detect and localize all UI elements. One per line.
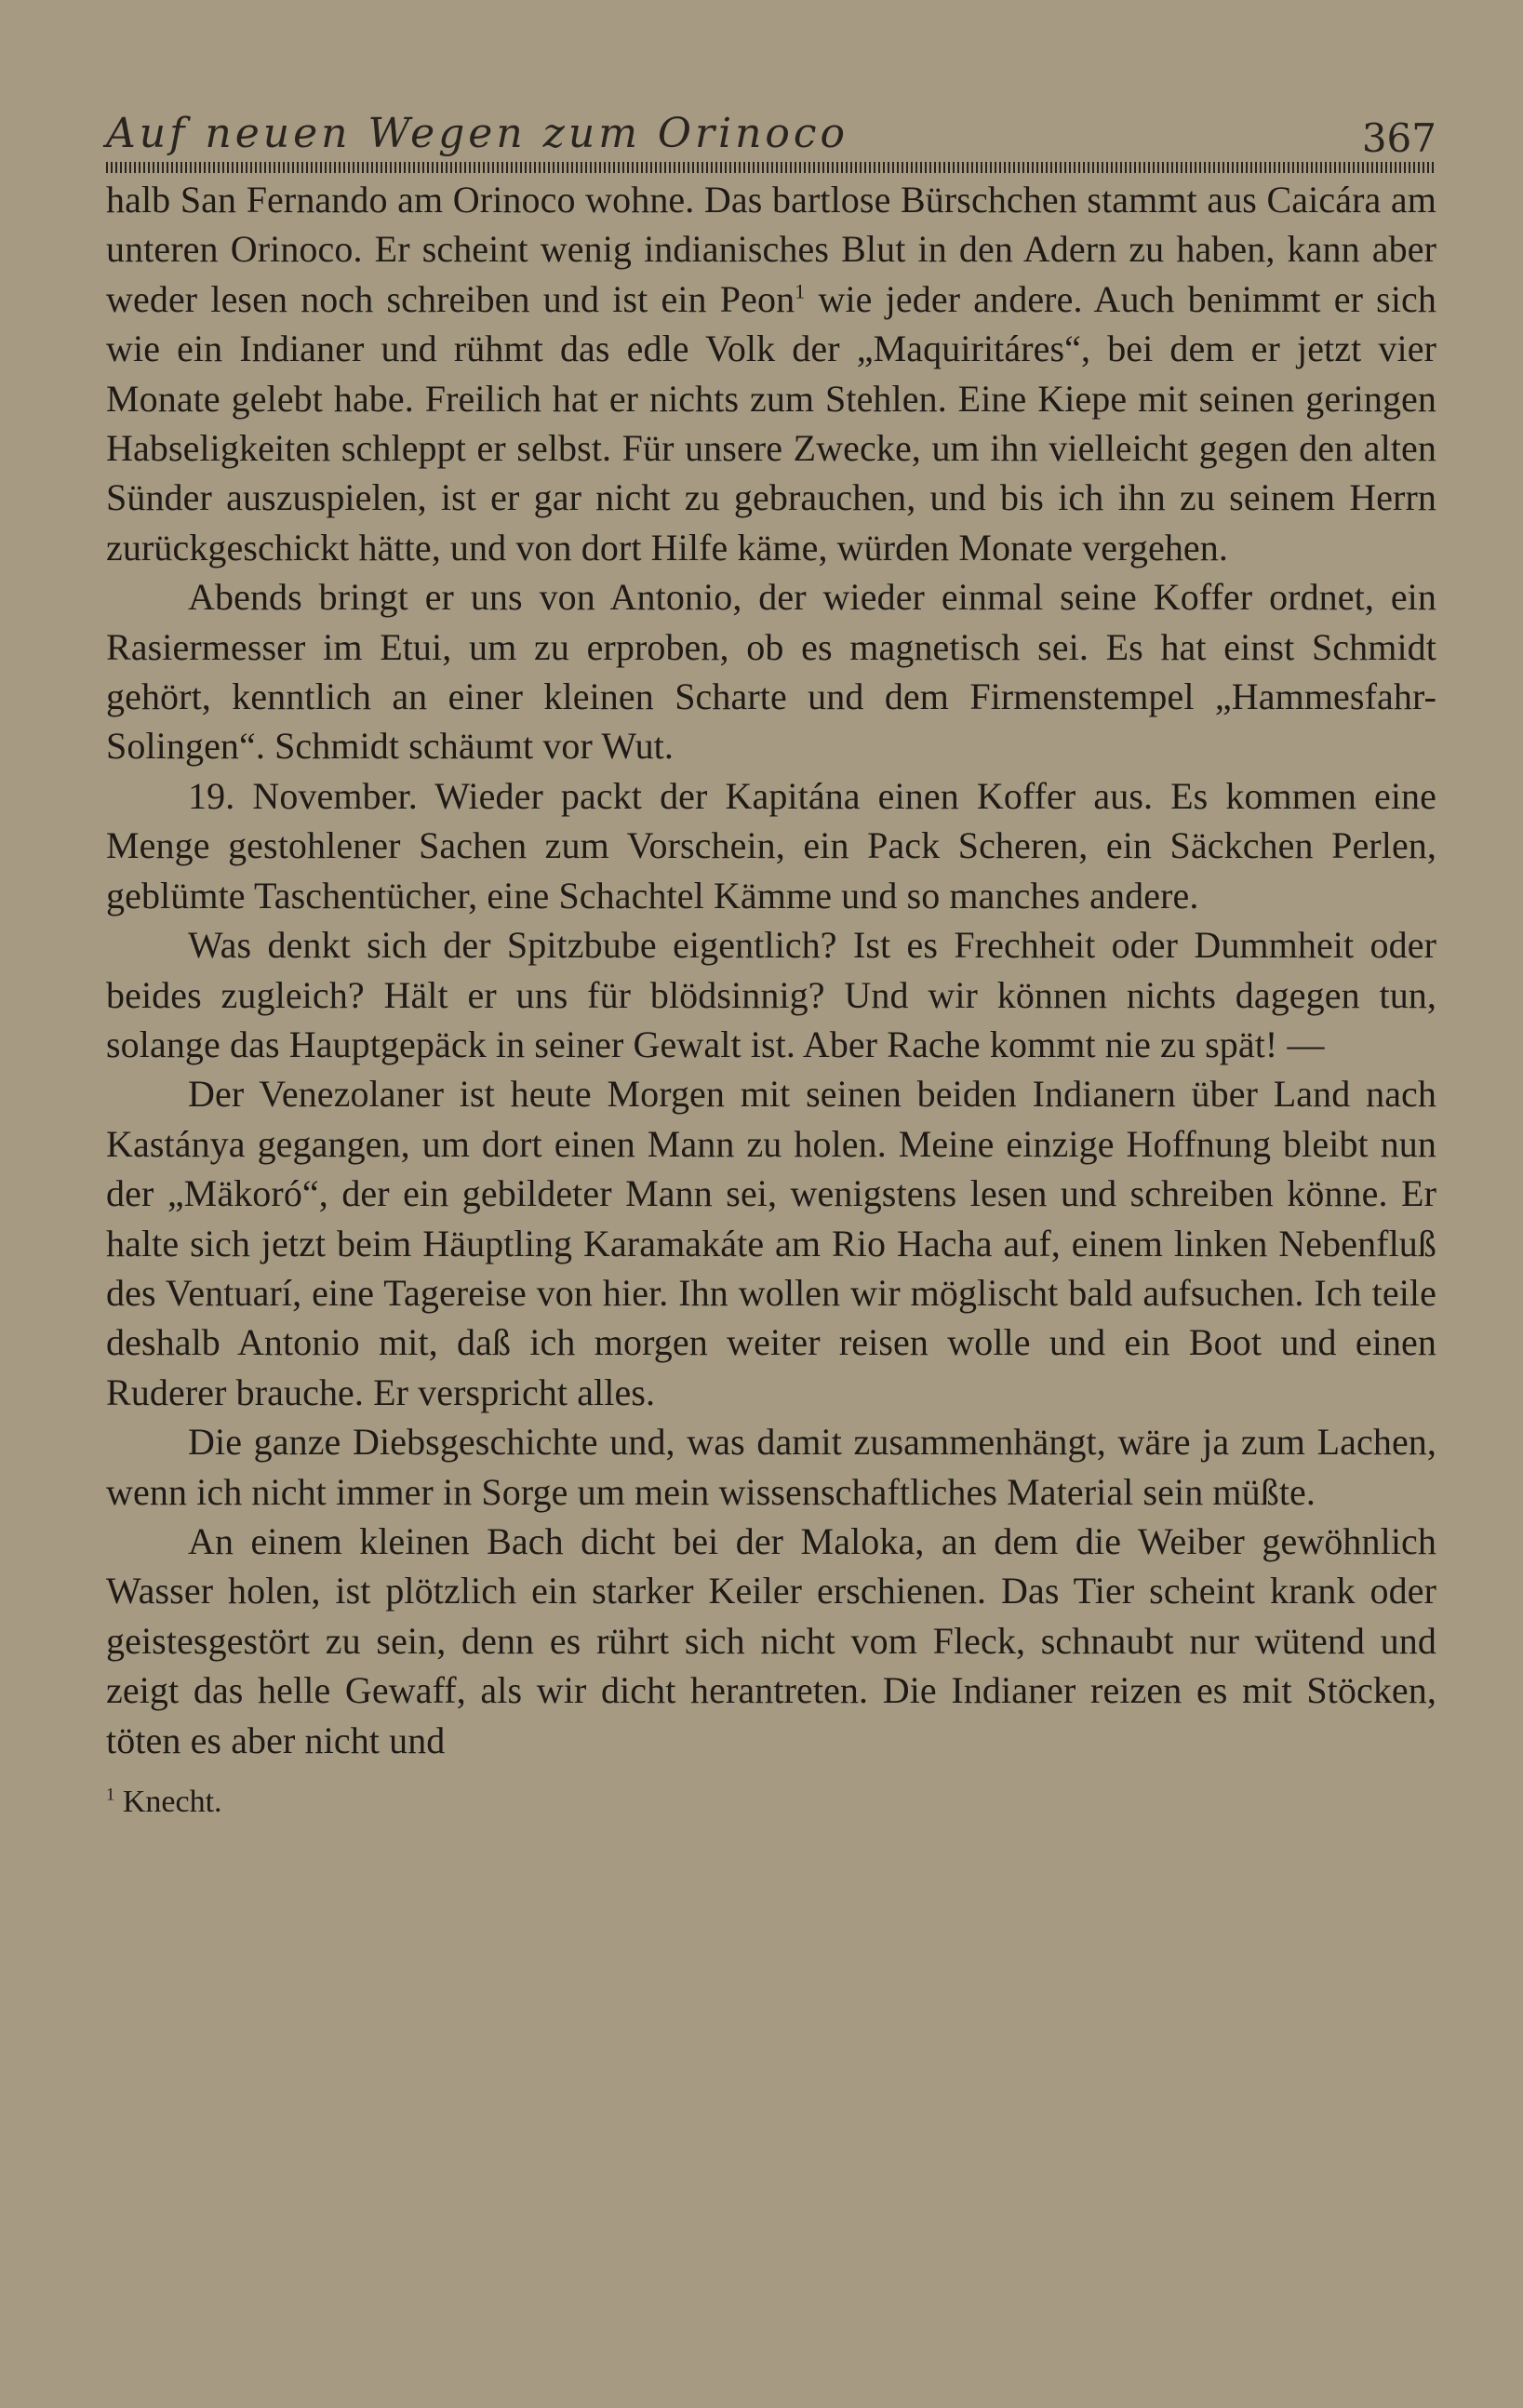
- paragraph-3: 19. November. Wieder packt der Kapitána einen Koffer aus. Es kommen eine Menge gestohlener Sachen zum Vorschein, ein Pack Scheren, ein Säckchen Perlen, geblümte Taschentücher, eine Schachtel Kämme und so manches andere.: [106, 774, 1436, 916]
- footnote-number: 1: [106, 1785, 115, 1805]
- paragraph-1-text: halb San Fernando am Orinoco wohne. Das bartlose Bürschchen stammt aus Caicára am unteren Orinoco. Er scheint wenig indianisches Blut in den Adern zu haben, kann aber weder lesen noch schreiben und ist ein Peon: [106, 179, 1436, 320]
- footnote: [106, 1782, 1436, 1823]
- page-number: 367: [1361, 115, 1436, 161]
- paragraph-4: Was denkt sich der Spitzbube eigentlich? Ist es Frechheit oder Dummheit oder beides zugleich? Hält er uns für blödsinnig? Und wir können nichts dagegen tun, solange das Hauptgepäck in seiner Gewalt ist. Aber Rache kommt nie zu spät! —: [106, 924, 1436, 1065]
- paragraph-1: [106, 175, 1436, 572]
- paragraph-1-continued: wie jeder andere. Auch benimmt er sich wie ein Indianer und rühmt das edle Volk der „Maquiritáres“, bei dem er jetzt vier Monate gelebt habe. Freilich hat er nichts zum Stehlen. Eine Kiepe mit seinen geringen Habseligkeiten schleppt er selbst. Für unsere Zwecke, um ihn vielleicht gegen den alten Sünder auszuspielen, ist er gar nicht zu gebrauchen, und bis ich ihn zu seinem Herrn zurückgeschickt hätte, und von dort Hilfe käme, würden Monate vergehen.: [106, 277, 1436, 569]
- body-text: [106, 175, 1436, 1765]
- paragraph-6: Die ganze Diebsgeschichte und, was damit zusammenhängt, wäre ja zum Lachen, wenn ich nicht immer in Sorge um mein wissenschaftliches Material sein müßte.: [106, 1421, 1436, 1513]
- footnote-marker: 1: [795, 279, 806, 303]
- paragraph-7: An einem kleinen Bach dicht bei der Maloka, an dem die Weiber gewöhnlich Wasser holen, ist plötzlich ein starker Keiler erschienen. Das Tier scheint krank oder geistesgestört zu sein, denn es rührt sich nicht vom Fleck, schnaubt nur wütend und zeigt das helle Gewaff, als wir dicht herantreten. Die Indianer reizen es mit Stöcken, töten es aber nicht und: [106, 1519, 1436, 1761]
- footnote-text: Knecht.: [122, 1785, 222, 1819]
- paragraph-5: Der Venezolaner ist heute Morgen mit seinen beiden Indianern über Land nach Kastánya gegangen, um dort einen Mann zu holen. Meine einzige Hoffnung bleibt nun der „Mäkoró“, der ein gebildeter Mann sei, wenigstens lesen und schreiben könne. Er halte sich jetzt beim Häuptling Karamakáte am Rio Hacha auf, einem linken Nebenfluß des Ventuarí, eine Tagereise von hier. Ihn wollen wir möglischt bald aufsuchen. Ich teile deshalb Antonio mit, daß ich morgen weiter reisen wolle und ein Boot und einen Ruderer brauche. Er verspricht alles.: [106, 1073, 1436, 1413]
- book-page: [106, 110, 1436, 1823]
- running-head-title: Auf neuen Wegen zum Orinoco: [106, 110, 849, 157]
- header-rule: [106, 162, 1436, 173]
- running-head: [106, 110, 1436, 161]
- paragraph-2: Abends bringt er uns von Antonio, der wieder einmal seine Koffer ordnet, ein Rasiermesser im Etui, um zu erproben, ob es magnetisch sei. Es hat einst Schmidt gehört, kenntlich an einer kleinen Scharte und dem Firmenstempel „Hammesfahr-Solingen“. Schmidt schäumt vor Wut.: [106, 576, 1436, 768]
